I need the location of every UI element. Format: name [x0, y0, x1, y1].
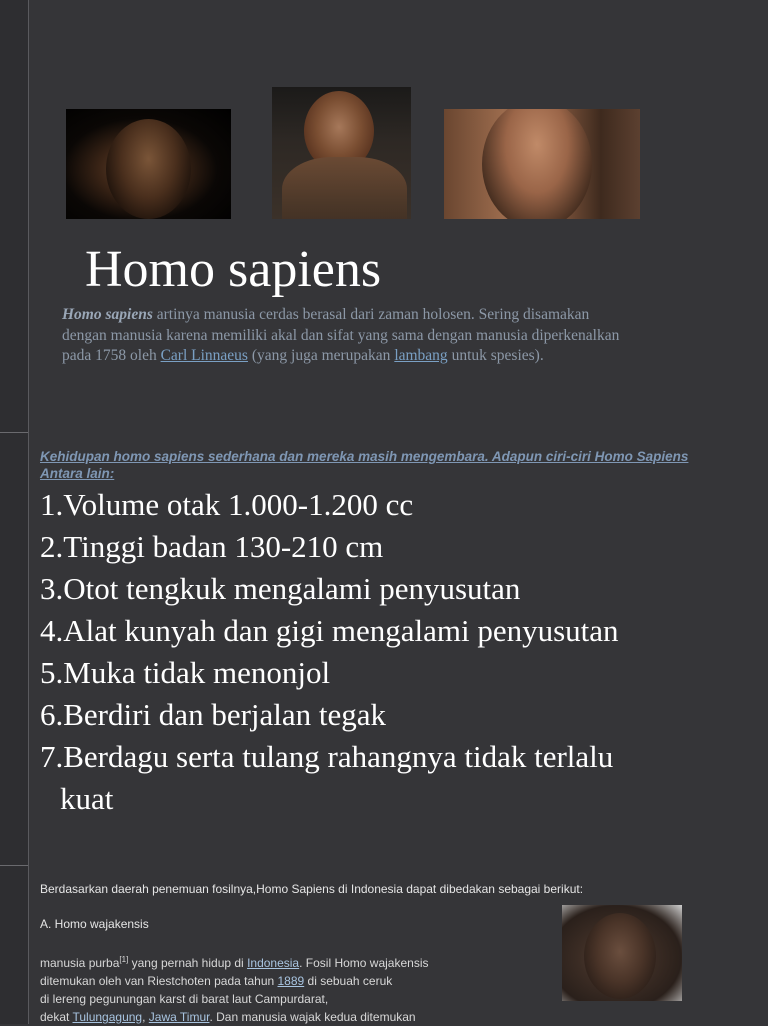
- body-text: dekat: [40, 1010, 73, 1024]
- link-carl-linnaeus[interactable]: Carl Linnaeus: [160, 347, 248, 364]
- link-lambang[interactable]: lambang: [394, 347, 448, 364]
- body-text: manusia purba: [40, 956, 120, 970]
- trait-text: Muka tidak menonjol: [63, 655, 331, 690]
- trait-item: [40, 568, 740, 610]
- intro-text: artinya manusia cerdas berasal dari zaman holosen. Sering disamakan dengan manusia karena memiliki akal dan sifat yang sama dengan manusia diperkenalkan pada 1758 oleh: [62, 306, 620, 364]
- trait-number: 2.: [40, 529, 64, 564]
- trait-number: 1.: [40, 487, 64, 522]
- homo-wajakensis-photo: [562, 905, 682, 1001]
- link-indonesia[interactable]: Indonesia: [247, 956, 300, 970]
- body-text: di sebuah ceruk: [304, 974, 393, 988]
- left-margin-bar: [0, 0, 29, 1024]
- trait-item: [40, 694, 740, 736]
- footnote-ref[interactable]: [1]: [119, 955, 129, 964]
- trait-text: Tinggi badan 130-210 cm: [63, 529, 384, 564]
- trait-text: Otot tengkuk mengalami penyusutan: [63, 571, 521, 606]
- link-1889[interactable]: 1889: [277, 974, 305, 988]
- trait-item: [40, 652, 740, 694]
- trait-text: Berdagu serta tulang rahangnya tidak terlalu: [63, 739, 614, 774]
- trait-text: Alat kunyah dan gigi mengalami penyusutan: [63, 613, 619, 648]
- body-text: . Dan manusia wajak kedua ditemukan: [209, 1010, 416, 1024]
- body-text: ditemukan oleh van Riestchoten pada tahun: [40, 974, 278, 988]
- trait-text: Berdiri dan berjalan tegak: [63, 697, 387, 732]
- trait-item: [40, 610, 740, 652]
- homo-sapiens-photo-2: [272, 87, 411, 219]
- intro-text: (yang juga merupakan: [247, 347, 395, 364]
- trait-item: [40, 526, 740, 568]
- homo-sapiens-photo-3: [444, 109, 640, 219]
- body-text: . Fosil Homo wajakensis: [299, 956, 429, 970]
- trait-item: [40, 736, 740, 820]
- link-jawa-timur[interactable]: Jawa Timur: [148, 1010, 210, 1024]
- trait-number: 7.: [40, 739, 64, 774]
- body-text: ,: [142, 1010, 149, 1024]
- page-title: Homo sapiens: [85, 241, 382, 298]
- trait-text-continued: kuat: [60, 781, 114, 816]
- trait-number: 6.: [40, 697, 64, 732]
- margin-divider: [0, 865, 28, 866]
- body-text: yang pernah hidup di: [128, 956, 248, 970]
- homo-sapiens-photo-1: [66, 109, 231, 219]
- trait-number: 3.: [40, 571, 64, 606]
- intro-term: Homo sapiens: [62, 306, 153, 323]
- traits-list: [40, 484, 740, 820]
- traits-heading: Kehidupan homo sapiens sederhana dan mereka masih mengembara. Adapun ciri-ciri Homo Sapiens Antara lain:: [40, 449, 689, 481]
- trait-item: [40, 484, 740, 526]
- margin-divider: [0, 432, 28, 433]
- body-text: di lereng pegunungan karst di barat laut Campurdarat,: [40, 992, 329, 1006]
- trait-number: 5.: [40, 655, 64, 690]
- trait-number: 4.: [40, 613, 64, 648]
- intro-paragraph: [62, 305, 632, 367]
- wajakensis-paragraph: [40, 951, 540, 1026]
- section-subheading: A. Homo wajakensis: [40, 917, 149, 931]
- link-tulungagung[interactable]: Tulungagung: [72, 1010, 143, 1024]
- region-intro-paragraph: Berdasarkan daerah penemuan fosilnya,Homo Sapiens di Indonesia dapat dibedakan sebagai berikut:: [40, 882, 584, 896]
- intro-text: untuk spesies).: [447, 347, 544, 364]
- trait-text: Volume otak 1.000-1.200 cc: [63, 487, 414, 522]
